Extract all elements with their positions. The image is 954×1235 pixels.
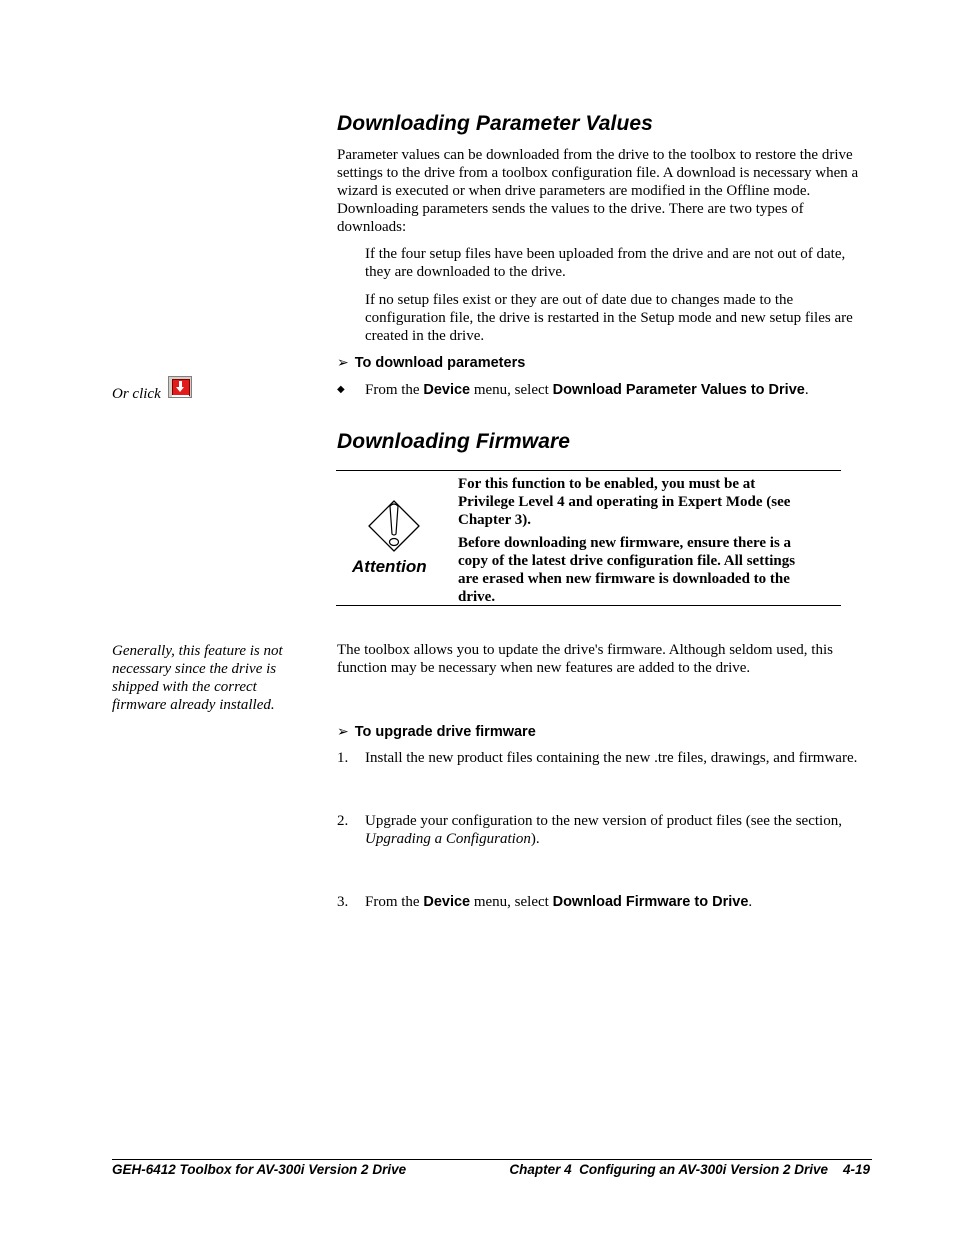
step-text: Upgrade your configuration to the new version of product files (see the section, xyxy=(365,813,842,829)
step-reference: Upgrading a Configuration xyxy=(365,831,531,847)
attention-paragraph-2: Before downloading new firmware, ensure there is a copy of the latest drive configuration file. All settings are erased when new firmware is downloaded to the drive. xyxy=(458,535,796,605)
procedure-arrow-icon: ➢ xyxy=(337,354,349,370)
exclamation-icon xyxy=(366,498,422,559)
attention-label: Attention xyxy=(352,557,427,576)
intro-paragraph: Parameter values can be downloaded from the drive to the toolbox to restore the drive settings to the drive from a toolbox configuration file. A download is necessary when a wizard is executed or when drive parameters are modified in the Offline mode. Downloading parameters sends the values to the drive. There are two types of downloads: xyxy=(337,147,859,235)
bullet-diamond-icon: ◆ xyxy=(337,384,345,395)
footer-right: Chapter 4 Configuring an AV-300i Version 2 Drive 4-19 xyxy=(509,1162,870,1177)
command-download-parameter-values: Download Parameter Values to Drive xyxy=(552,382,805,398)
menu-device: Device xyxy=(423,894,471,910)
download-type-2: If no setup files exist or they are out of date due to changes made to the configuration file, the drive is restarted in the Setup mode and new setup files are created in the drive. xyxy=(365,292,853,344)
download-type-1: If the four setup files have been uploaded from the drive and are not out of date, they are downloaded to the drive. xyxy=(365,246,846,280)
step-text-end: ). xyxy=(530,831,540,847)
download-arrow-icon[interactable] xyxy=(168,376,192,398)
section-heading-firmware: Downloading Firmware xyxy=(337,430,571,453)
firmware-body-paragraph: The toolbox allows you to update the drive's firmware. Although seldom used, this function may be necessary when new features are added to the drive. xyxy=(337,642,833,676)
procedure-upgrade-firmware xyxy=(337,723,536,741)
step-suffix: . xyxy=(748,894,753,910)
section-heading-parameter-values: Downloading Parameter Values xyxy=(337,112,653,135)
step-line xyxy=(365,381,809,399)
menu-device: Device xyxy=(423,382,471,398)
side-note-firmware: Generally, this feature is not necessary since the drive is shipped with the correct firmware already installed. xyxy=(112,643,283,713)
procedure-title: To download parameters xyxy=(354,355,526,371)
step-number: 1. xyxy=(337,750,349,766)
command-download-firmware: Download Firmware to Drive xyxy=(552,894,749,910)
footer-rule xyxy=(112,1159,872,1160)
step-prefix: From the xyxy=(365,894,424,910)
step-number: 2. xyxy=(337,813,349,829)
side-note-or-click: Or click xyxy=(112,386,161,402)
attention-top-rule xyxy=(336,470,841,471)
step-middle: menu, select xyxy=(470,382,553,398)
step-suffix: . xyxy=(804,382,809,398)
step-prefix: From the xyxy=(365,382,424,398)
step-text: Install the new product files containing the new .tre files, drawings, and firmware. xyxy=(365,750,858,766)
procedure-download-parameters xyxy=(337,354,525,372)
step-number: 3. xyxy=(337,894,349,910)
procedure-title: To upgrade drive firmware xyxy=(354,724,536,740)
footer-left: GEH-6412 Toolbox for AV-300i Version 2 Drive xyxy=(112,1162,407,1177)
firmware-step-2 xyxy=(337,812,900,848)
procedure-arrow-icon: ➢ xyxy=(337,723,349,739)
firmware-step-1 xyxy=(337,749,872,767)
step-middle: menu, select xyxy=(470,894,553,910)
firmware-step-3 xyxy=(337,893,900,911)
attention-paragraph-1: For this function to be enabled, you must be at Privilege Level 4 and operating in Expert Mode (see Chapter 3). xyxy=(458,476,791,528)
